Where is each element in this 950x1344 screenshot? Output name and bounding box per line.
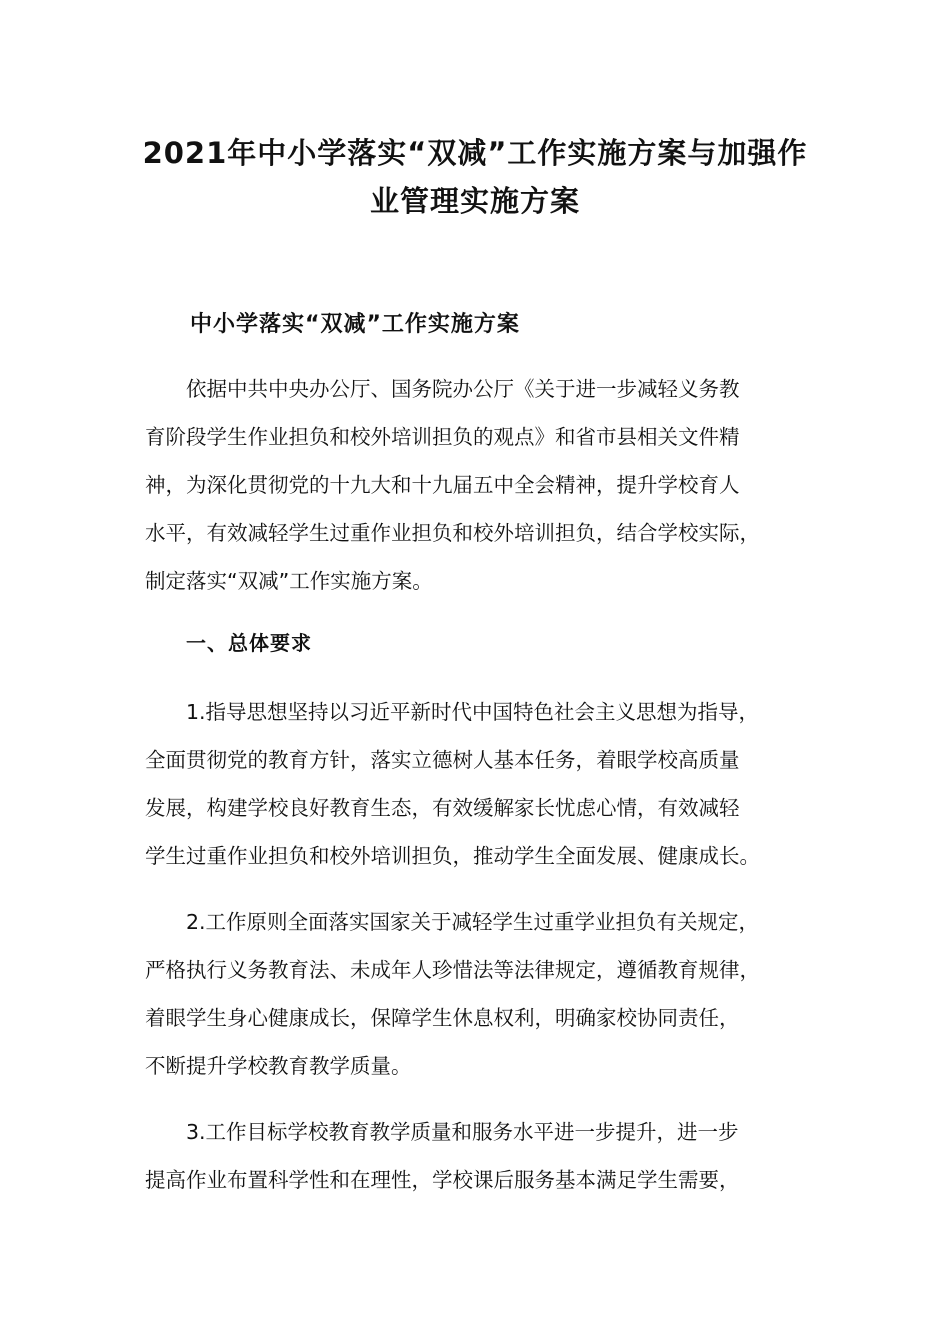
sub-heading-general-requirements: 一、总体要求 <box>186 631 312 655</box>
paragraph-line: 育阶段学生作业担负和校外培训担负的观点》和省市县相关文件精 <box>145 425 740 449</box>
paragraph-line: 严格执行义务教育法、未成年人珍惜法等法律规定，遵循教育规律， <box>145 958 760 982</box>
paragraph-line: 学生过重作业担负和校外培训担负，推动学生全面发展、健康成长。 <box>145 844 760 868</box>
paragraph-line: 着眼学生身心健康成长，保障学生休息权利，明确家校协同责任， <box>145 1006 740 1030</box>
item-1-paragraph <box>145 688 825 880</box>
item-3-paragraph <box>145 1108 825 1204</box>
paragraph-line: 发展，构建学校良好教育生态，有效缓解家长忧虑心情，有效减轻 <box>145 796 740 820</box>
paragraph-line: 神，为深化贯彻党的十九大和十九届五中全会精神，提升学校育人 <box>145 473 740 497</box>
item-2-paragraph <box>145 898 825 1090</box>
paragraph-line: 2.工作原则全面落实国家关于减轻学生过重学业担负有关规定， <box>186 910 760 934</box>
paragraph-line: 水平，有效减轻学生过重作业担负和校外培训担负，结合学校实际， <box>145 521 760 545</box>
paragraph-line: 3.工作目标学校教育教学质量和服务水平进一步提升，进一步 <box>186 1120 739 1144</box>
paragraph-line: 1.指导思想坚持以习近平新时代中国特色社会主义思想为指导， <box>186 700 760 724</box>
section-heading: 中小学落实“双减”工作实施方案 <box>190 312 520 337</box>
intro-paragraph <box>145 365 825 605</box>
document-title-line-1: 2021年中小学落实“双减”工作实施方案与加强作 <box>142 136 808 170</box>
paragraph-line: 制定落实“双减”工作实施方案。 <box>145 569 433 593</box>
paragraph-line: 依据中共中央办公厅、国务院办公厅《关于进一步减轻义务教 <box>186 377 740 401</box>
paragraph-line: 全面贯彻党的教育方针，落实立德树人基本任务，着眼学校高质量 <box>145 748 740 772</box>
document-title-line-2: 业管理实施方案 <box>369 184 580 218</box>
paragraph-line: 提高作业布置科学性和在理性，学校课后服务基本满足学生需要， <box>145 1168 740 1192</box>
paragraph-line: 不断提升学校教育教学质量。 <box>145 1054 412 1078</box>
